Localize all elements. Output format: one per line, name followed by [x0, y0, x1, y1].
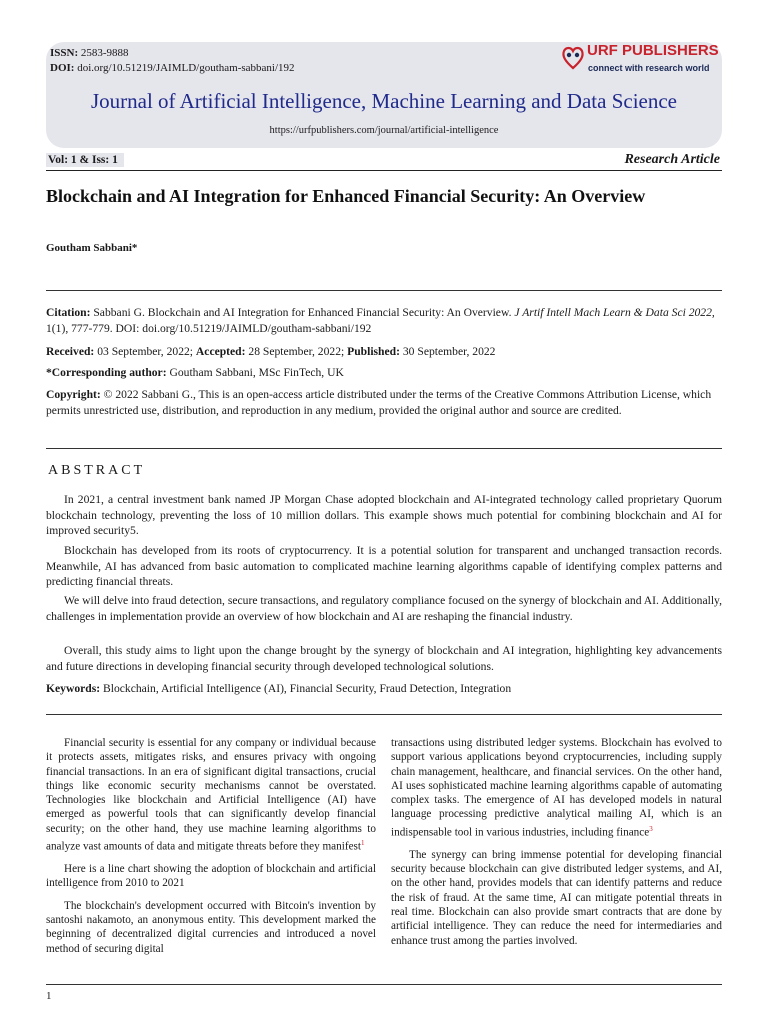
copyright	[46, 387, 722, 418]
paragraph-text: Financial security is essential for any company or individual because it protects assets, mitigates risks, and ensures privacy with ongoing financial transactions. In an era of significant digital transactions, crucial things like economic security mechanisms cannot be overstated. Technologies like blockchain and Artificial Intelligence (AI) have emerged as powerful tools that can significantly develop financial security; on the other hand, they use machine learning algorithms to analyze vast amounts of data and mitigate threats before they manifest	[46, 737, 376, 853]
divider	[46, 448, 722, 449]
divider	[46, 714, 722, 715]
issn-value: 2583-9888	[80, 47, 129, 59]
volume-issue: Vol: 1 & Iss: 1	[46, 153, 124, 167]
footer-divider	[46, 984, 722, 985]
copyright-label: Copyright:	[46, 388, 101, 401]
citation	[46, 305, 722, 336]
published-date: 30 September, 2022	[402, 345, 496, 358]
divider	[46, 290, 722, 291]
abstract-heading: ABSTRACT	[48, 463, 146, 478]
publisher-tagline: connect with research world	[588, 63, 710, 73]
reference-link[interactable]: 1	[361, 839, 365, 848]
accepted-date: 28 September, 2022;	[248, 345, 345, 358]
body-column-left	[46, 736, 376, 964]
copyright-text: © 2022 Sabbani G., This is an open-access article distributed under the terms of the Creative Commons Attribution License, which permits unrestricted use, distribution, and reproduction in any medium, provided the original author and source are credited.	[46, 388, 712, 417]
doi-link[interactable]: doi.org/10.51219/JAIMLD/goutham-sabbani/192	[77, 62, 295, 74]
body-column-right	[391, 736, 722, 956]
keywords-text: Blockchain, Artificial Intelligence (AI), Financial Security, Fraud Detection, Integration	[103, 682, 512, 695]
body-paragraph	[391, 736, 722, 840]
body-paragraph	[46, 736, 376, 854]
keywords-label: Keywords:	[46, 682, 101, 695]
dates	[46, 344, 722, 360]
accepted-label: Accepted:	[195, 345, 246, 358]
divider	[46, 170, 722, 171]
corresponding-text: Goutham Sabbani, MSc FinTech, UK	[169, 366, 344, 379]
citation-text: Sabbani G. Blockchain and AI Integration for Enhanced Financial Security: An Overview.	[93, 306, 512, 319]
abstract-paragraph-3: We will delve into fraud detection, secure transactions, and regulatory compliance focused on the synergy of blockchain and AI. Additionally, challenges in implementation provide an overview of how blockchain and AI are reshaping the financial industry.	[46, 594, 722, 623]
published-label: Published:	[347, 345, 400, 358]
journal-title: Journal of Artificial Intelligence, Machine Learning and Data Science	[90, 89, 677, 113]
issn-label: ISSN:	[50, 47, 79, 59]
author-name: Goutham Sabbani*	[46, 242, 138, 254]
body-paragraph: Here is a line chart showing the adoption of blockchain and artificial intelligence from 2010 to 2021	[46, 863, 376, 890]
doi-label: DOI:	[50, 62, 75, 74]
article-type: Research Article	[624, 152, 720, 167]
journal-url[interactable]: https://urfpublishers.com/journal/artificial-intelligence	[269, 125, 499, 136]
issn-doi-block	[50, 46, 295, 76]
received-date: 03 September, 2022;	[97, 345, 194, 358]
citation-journal: J Artif Intell Mach Learn & Data Sci 2022,	[514, 306, 715, 319]
abstract-paragraph-2: Blockchain has developed from its roots of cryptocurrency. It is a potential solution for transparent and unchanged transaction records. Meanwhile, AI has advanced from basic automation to complicated machine learning algorithms capable of identifying complex patterns and predicting financial threats.	[46, 544, 722, 588]
publisher-logo-icon	[561, 44, 585, 70]
corresponding-author	[46, 365, 722, 381]
keywords	[46, 681, 722, 697]
paragraph-text: transactions using distributed ledger systems. Blockchain has evolved to support various applications beyond cryptocurrencies, including supply chain management, healthcare, and financial services. On the other hand, AI uses sophisticated machine learning algorithms capable of automating complex tasks. The emergence of AI has developed models in natural language processing predictive analytical mailing AI, which is an indispensable tool in various industries, including finance	[391, 737, 722, 839]
reference-link[interactable]: 3	[649, 824, 653, 833]
citation-label: Citation:	[46, 306, 91, 319]
page-number: 1	[46, 990, 52, 1002]
article-title: Blockchain and AI Integration for Enhanced Financial Security: An Overview	[46, 186, 646, 206]
body-paragraph: The synergy can bring immense potential for developing financial security because blockchain can give distributed ledger systems, and AI, on the other hand, provides models that can identify patterns and reduce the risk of fraud. At the same time, AI can mitigate potential threats in real time. Blockchain can also provide smart contracts that are done by artificial intelligence. They can reduce the need for intermediaries and enhance trust among the parties involved.	[391, 848, 722, 947]
abstract-paragraph-1: In 2021, a central investment bank named JP Morgan Chase adopted blockchain and AI-integrated technology called proprietary Quorum blockchain technology, preventing the loss of 10 million dollars. This example shows much potential for combining blockchain and AI for improved security5.	[46, 493, 722, 537]
received-label: Received:	[46, 345, 95, 358]
corresponding-label: *Corresponding author:	[46, 366, 167, 379]
publisher-logo	[561, 42, 731, 82]
publisher-name: URF PUBLISHERS	[587, 42, 719, 59]
citation-doi: 1(1), 777-779. DOI: doi.org/10.51219/JAIMLD/goutham-sabbani/192	[46, 321, 372, 335]
abstract-paragraph-4: Overall, this study aims to light upon the change brought by the synergy of blockchain and AI integration, highlighting key advancements and future directions in developing financial security through developed technological solutions.	[46, 644, 722, 673]
body-paragraph: The blockchain's development occurred with Bitcoin's invention by santoshi nakamoto, an anonymous entity. This development marked the beginning of decentralized digital currencies and introduced a novel method of securing digital	[46, 899, 376, 955]
